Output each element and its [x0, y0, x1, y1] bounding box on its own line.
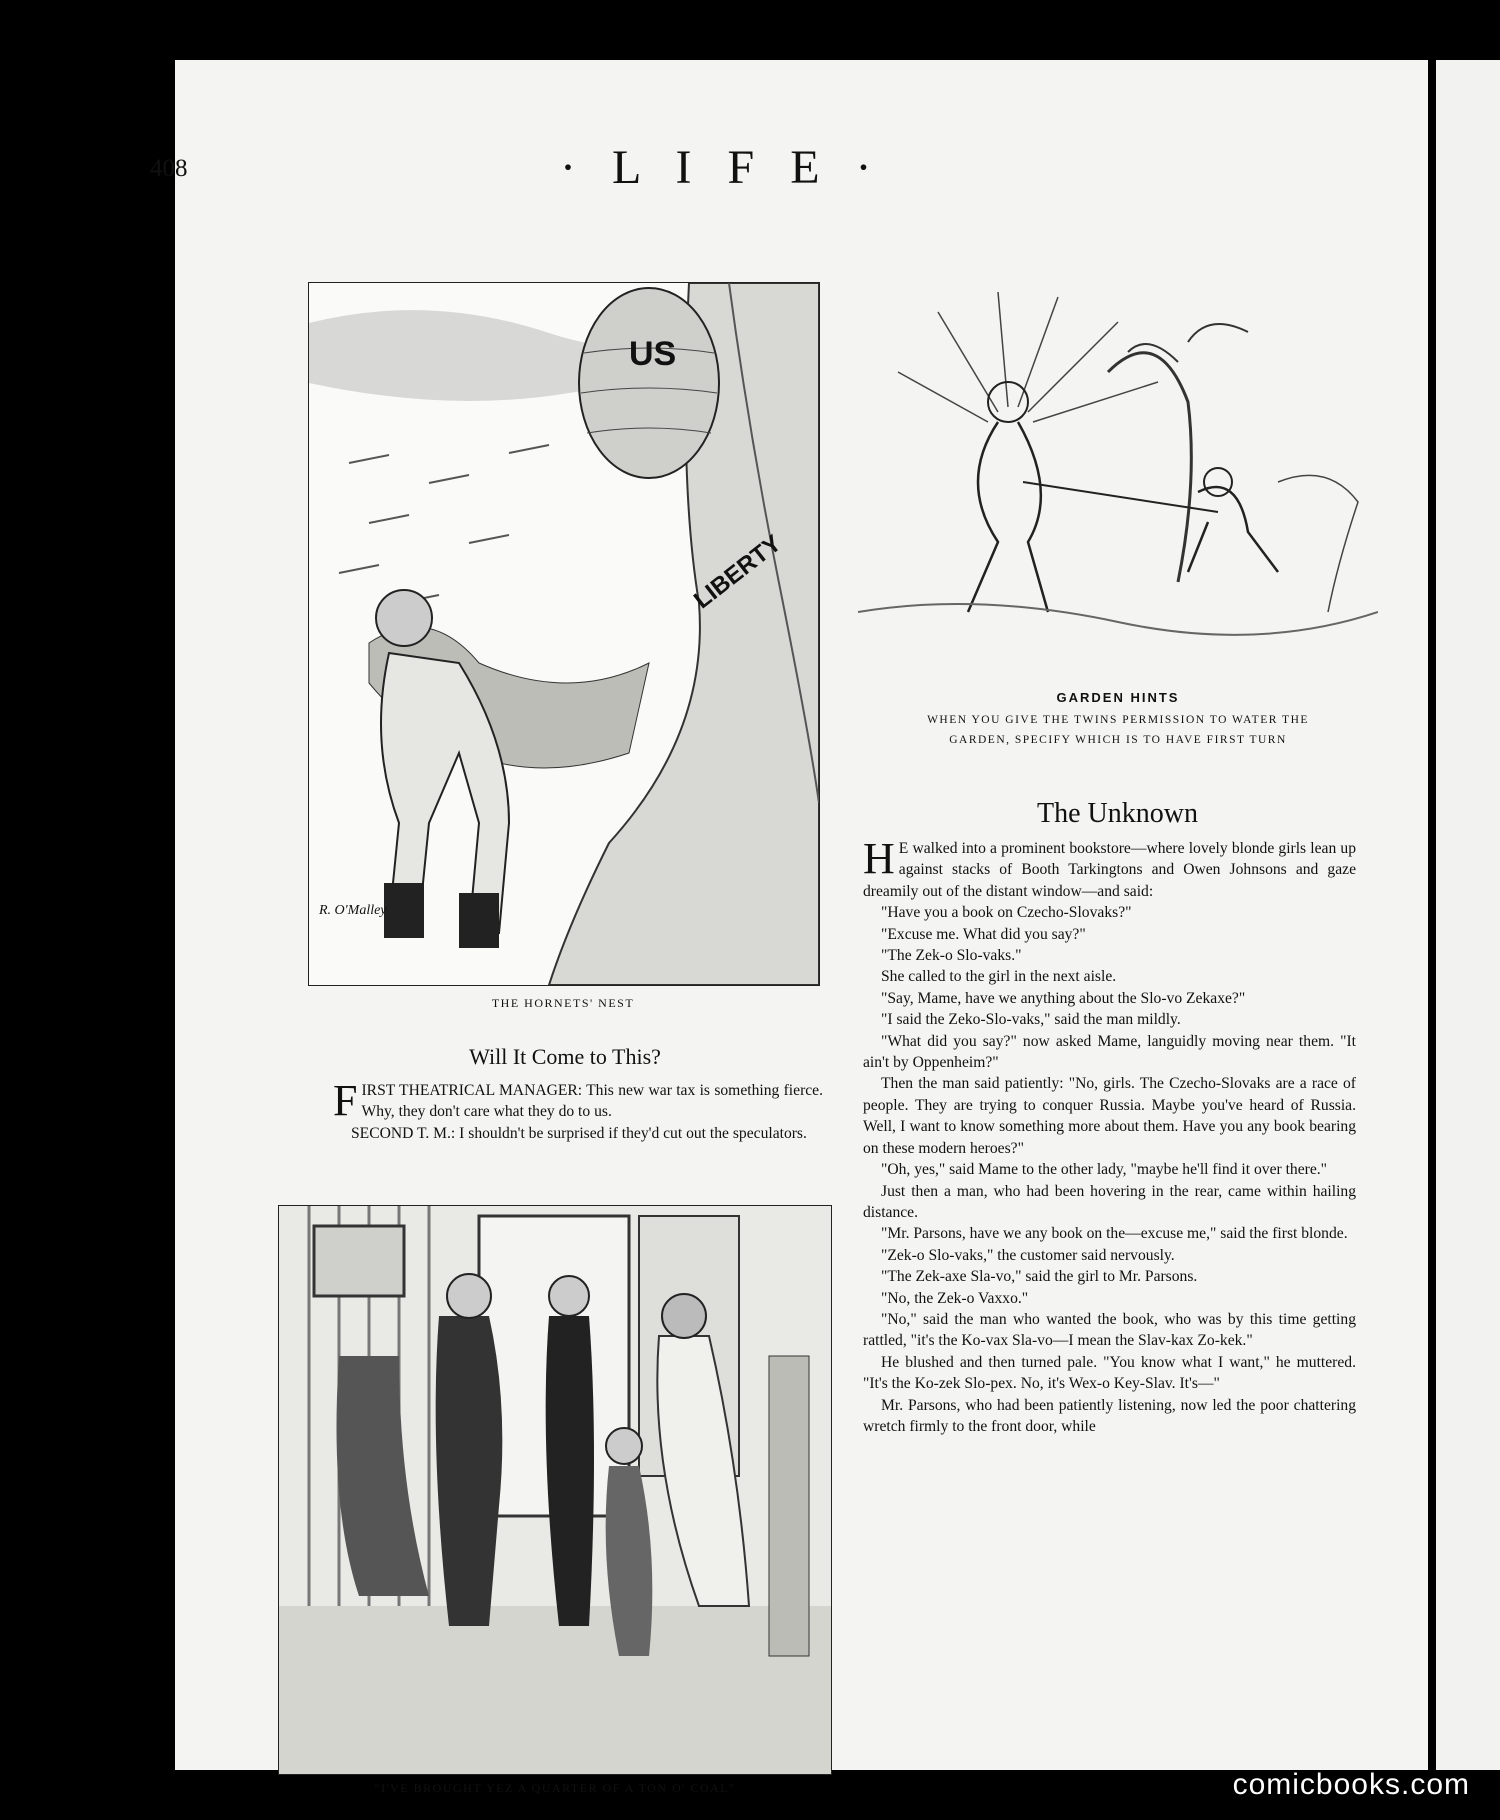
- paragraph: "Say, Mame, have we anything about the Slo-vo Zekaxe?": [881, 989, 1246, 1007]
- paragraph: "Excuse me. What did you say?": [881, 925, 1086, 943]
- garden-hints-illustration: [858, 282, 1378, 672]
- garden-hints-title: GARDEN HINTS: [1056, 690, 1180, 705]
- paragraph: SECOND T. M.: I shouldn't be surprised if they'd cut out the speculators.: [351, 1124, 807, 1142]
- paragraph: Just then a man, who had been hovering in the rear, came within hailing distance.: [863, 1182, 1356, 1221]
- hornets-nest-caption: THE HORNETS' NEST: [491, 996, 635, 1010]
- article-title-will-it-come: Will It Come to This?: [469, 1044, 661, 1069]
- artist-signature: R. O'Malley: [319, 903, 387, 918]
- article-body-will-it-come: [333, 1076, 823, 1144]
- nest-label: US: [629, 335, 677, 373]
- article-title-the-unknown: The Unknown: [1037, 798, 1198, 829]
- paragraph: "Have you a book on Czecho-Slovaks?": [881, 904, 1132, 922]
- masthead: · L I F E ·: [560, 141, 884, 194]
- trunk-label: LIBERTY: [689, 529, 787, 615]
- hornets-nest-illustration: [308, 282, 820, 986]
- adjacent-page-edge: [1436, 60, 1500, 1770]
- coal-delivery-caption: "I'VE BROUGHT YEZ A QUARTER OF A TON O' COAL": [374, 1781, 736, 1795]
- paragraph: E walked into a prominent bookstore—where lovely blonde girls lean up against stacks of Booth Tarkingtons and Owen Johnsons and gaze dreamily out of the distant window—and said:: [863, 840, 1356, 900]
- article-body-the-unknown: [863, 834, 1356, 1437]
- paragraph: "I said the Zeko-Slo-vaks," said the man mildly.: [881, 1011, 1181, 1029]
- paragraph: "The Zek-axe Sla-vo," said the girl to Mr. Parsons.: [881, 1268, 1198, 1286]
- paragraph: She called to the girl in the next aisle.: [881, 968, 1117, 986]
- garden-hints-caption-line1: WHEN YOU GIVE THE TWINS PERMISSION TO WATER THE: [927, 714, 1309, 726]
- coal-delivery-illustration: [278, 1205, 832, 1775]
- paragraph: He blushed and then turned pale. "You know what I want," he muttered. "It's the Ko-zek Slo-pex. No, it's Wex-o Key-Slav. It's—": [863, 1353, 1356, 1393]
- paragraph: "The Zek-o Slo-vaks.": [881, 947, 1022, 965]
- paragraph: "No," said the man who wanted the book, who was by this time getting rattled, "it's the Ko-vax Sla-vo—I mean the Slav-kax Zo-kek.": [863, 1310, 1356, 1350]
- garden-hints-caption-line2: GARDEN, SPECIFY WHICH IS TO HAVE FIRST TURN: [949, 734, 1287, 746]
- paragraph: "Oh, yes," said Mame to the other lady, "maybe he'll find it over there.": [881, 1161, 1328, 1179]
- watermark: comicbooks.com: [1232, 1768, 1470, 1801]
- paragraph: "What did you say?" now asked Mame, languidly moving near them. "It ain't by Oppenheim?": [863, 1032, 1356, 1072]
- dropcap-f: F: [333, 1076, 358, 1125]
- dropcap-h: H: [863, 834, 895, 883]
- paragraph: Then the man said patiently: "No, girls. The Czecho-Slovaks are a race of people. They are trying to conquer Russia. Maybe you've heard of Russia. Well, I want to know something more about them. Have you any book bearing on these modern heroes?": [863, 1075, 1356, 1157]
- paragraph: "Zek-o Slo-vaks," the customer said nervously.: [881, 1246, 1175, 1264]
- paragraph: "Mr. Parsons, have we any book on the—excuse me," said the first blonde.: [881, 1225, 1348, 1243]
- paragraph: IRST THEATRICAL MANAGER: This new war tax is something fierce. Why, they don't care what they do to us.: [361, 1082, 823, 1121]
- paragraph: "No, the Zek-o Vaxxo.": [881, 1289, 1029, 1307]
- page-number: 408: [150, 155, 188, 182]
- paragraph: Mr. Parsons, who had been patiently listening, now led the poor chattering wretch firmly to the front door, while: [863, 1396, 1356, 1435]
